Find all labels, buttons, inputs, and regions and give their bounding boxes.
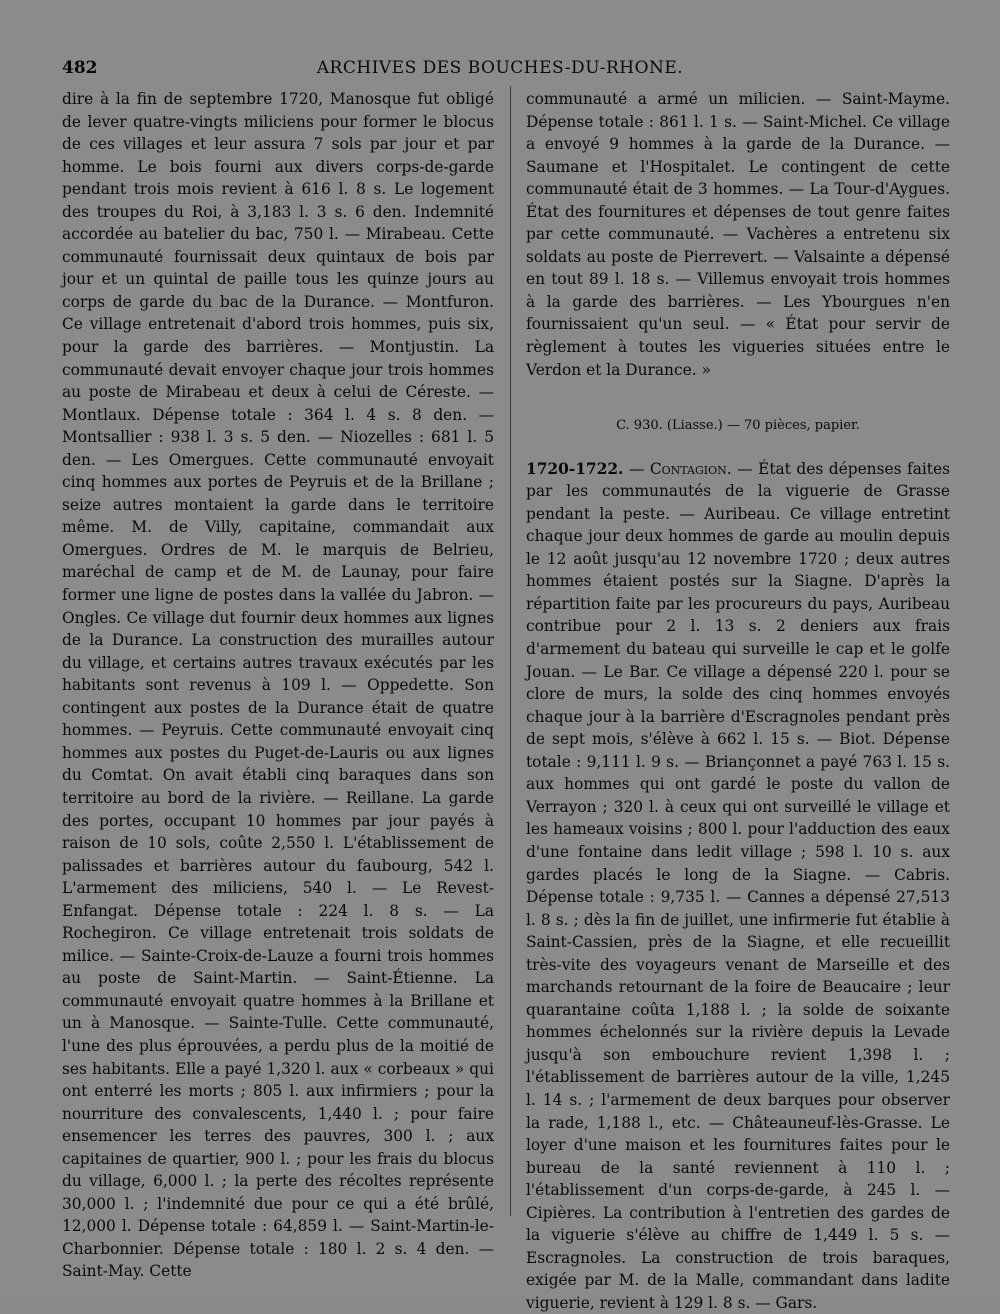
right-column [526,88,950,1314]
right-column-text-top: communauté a armé un milicien. — Saint-Mayme. Dépense totale : 861 l. 1 s. — Saint-Michel. Ce village a envoyé 9 hommes à la garde de la Durance. — Saumane et l'Hospitalet. Le contingent de cette communauté était de 3 hommes. — La Tour-d'Aygues. État des fournitures et dépenses de tout genre faites par cette communauté. — Vachères a entretenu six soldats au poste de Pierrevert. — Valsainte a dépensé en tout 89 l. 18 s. — Villemus envoyait trois hommes à la garde des barrières. — Les Ybourgues n'en fournissaient qu'un seul. — « État pour servir de règlement à toutes les vigueries situées entre le Verdon et la Durance. » [526,90,950,379]
entry-paragraph [526,458,950,1314]
page-number: 482 [62,58,98,78]
entry-subject: — Contagion. [628,459,732,478]
running-title: ARCHIVES DES BOUCHES-DU-RHONE. [316,58,684,78]
shelfmark: C. 930. (Liasse.) — 70 pièces, papier. [616,418,860,434]
left-column [62,88,494,1283]
right-column-text-bottom: — État des dépenses faites par les communautés de la viguerie de Grasse pendant la peste. — Auribeau. Ce village entretint chaque jour deux hommes de garde au moulin depuis le 12 août jusqu'au 12 novembre 1720 ; deux autres hommes étaient postés sur la Siagne. D'après la répartition faite par les procureurs du pays, Auribeau contribue pour 2 l. 13 s. 2 deniers aux frais d'armement du bateau qui surveille le cap et le golfe Jouan. — Le Bar. Ce village a dépensé 220 l. pour se clore de murs, la solde des cinq hommes envoyés chaque jour à la barrière d'Escragnoles pendant près de sept mois, s'élève à 662 l. 15 s. — Biot. Dépense totale : 9,111 l. 9 s. — Briançonnet a payé 763 l. 15 s. aux hommes qui ont gardé le poste du vallon de Verrayon ; 320 l. à ceux qui ont surveillé le village et les hameaux voisins ; 800 l. pour l'adduction des eaux d'une fontaine dans ledit village ; 598 l. 10 s. aux gardes placés le long de la Siagne. — Cabris. Dépense totale : 9,735 l. — Cannes a dépensé 27,513 l. 8 s. ; dès la fin de juillet, une infirmerie fut établie à Saint-Cassien, près de la Siagne, et elle recueillit très-vite des voyageurs venant de Marseille et des marchands retournant de la foire de Beaucaire ; leur quarantaine coûta 1,188 l. ; la solde de soixante hommes échelonnés sur la rivière depuis la Levade jusqu'à son embouchure revient 1,398 l. ; l'établissement de barrières autour de la ville, 1,245 l. 14 s. ; l'armement de deux barques pour observer la rade, 1,188 l., etc. — Châteauneuf-lès-Grasse. Le loyer d'une maison et les fournitures faites pour le bureau de la santé reviennent à 110 l. ; l'établissement d'un corps-de-garde, à 245 l. — Cipières. La contribution à l'entretien des gardes de la viguerie s'élève au chiffre de 1,449 l. 5 s. — Escragnoles. La construction de trois baraques, exigée par M. de la Malle, commandant dans ladite viguerie, revient à 129 l. 8 s. — Gars. [526,459,950,1312]
column-divider [510,86,511,1216]
left-column-text: dire à la fin de septembre 1720, Manosque fut obligé de lever quatre-vingts miliciens pour former le blocus de ces villages et leur assura 7 sols par jour et par homme. Le bois fourni aux divers corps-de-garde pendant trois mois revient à 616 l. 8 s. Le logement des troupes du Roi, à 3,183 l. 3 s. 6 den. Indemnité accordée au batelier du bac, 750 l. — Mirabeau. Cette communauté fournissait deux quintaux de bois par jour et un quintal de paille tous les quinze jours au corps de garde du bac de la Durance. — Montfuron. Ce village entretenait d'abord trois hommes, puis six, pour la garde des barrières. — Montjustin. La communauté devait envoyer chaque jour trois hommes au poste de Mirabeau et deux à celui de Céreste. — Montlaux. Dépense totale : 364 l. 4 s. 8 den. — Montsallier : 938 l. 3 s. 5 den. — Niozelles : 681 l. 5 den. — Les Omergues. Cette communauté envoyait cinq hommes aux portes de Peyruis et de la Brillane ; seize autres montaient la garde dans le territoire même. M. de Villy, capitaine, commandait aux Omergues. Ordres de M. le marquis de Belrieu, maréchal de camp et de M. de Launay, pour faire former une ligne de postes dans la vallée du Jabron. — Ongles. Ce village dut fournir deux hommes aux lignes de la Durance. La construction des murailles autour du village, et certains autres travaux exécutés par les habitants sont revenus à 109 l. — Oppedette. Son contingent aux postes de la Durance était de quatre hommes. — Peyruis. Cette communauté envoyait cinq hommes aux postes du Puget-de-Lauris ou aux lignes du Comtat. On avait établi cinq baraques dans son territoire au bord de la rivière. — Reillane. La garde des portes, occupant 10 hommes par jour payés à raison de 10 sols, coûte 2,550 l. L'établissement de palissades et barrières autour du faubourg, 542 l. L'armement des miliciens, 540 l. — Le Revest-Enfangat. Dépense totale : 224 l. 8 s. — La Rochegiron. Ce village entretenait trois soldats de milice. — Sainte-Croix-de-Lauze a fourni trois hommes au poste de Saint-Martin. — Saint-Étienne. La communauté envoyait quatre hommes à la Brillane et un à Manosque. — Sainte-Tulle. Cette communauté, l'une des plus éprouvées, a perdu plus de la moitié de ses habitants. Elle a payé 1,320 l. aux « corbeaux » qui ont enterré les morts ; 805 l. aux infirmiers ; pour la nourriture des convalescents, 1,440 l. ; pour faire ensemencer les terres des pauvres, 300 l. ; aux capitaines de quartier, 900 l. ; pour les frais du blocus du village, 6,000 l. ; la perte des récoltes représente 30,000 l. ; l'indemnité due pour ce qui a été brûlé, 12,000 l. Dépense totale : 64,859 l. — Saint-Martin-le-Charbonnier. Dépense totale : 180 l. 2 s. 4 den. — Saint-May. Cette [62,90,494,1281]
entry-date: 1720-1722. [526,459,624,478]
